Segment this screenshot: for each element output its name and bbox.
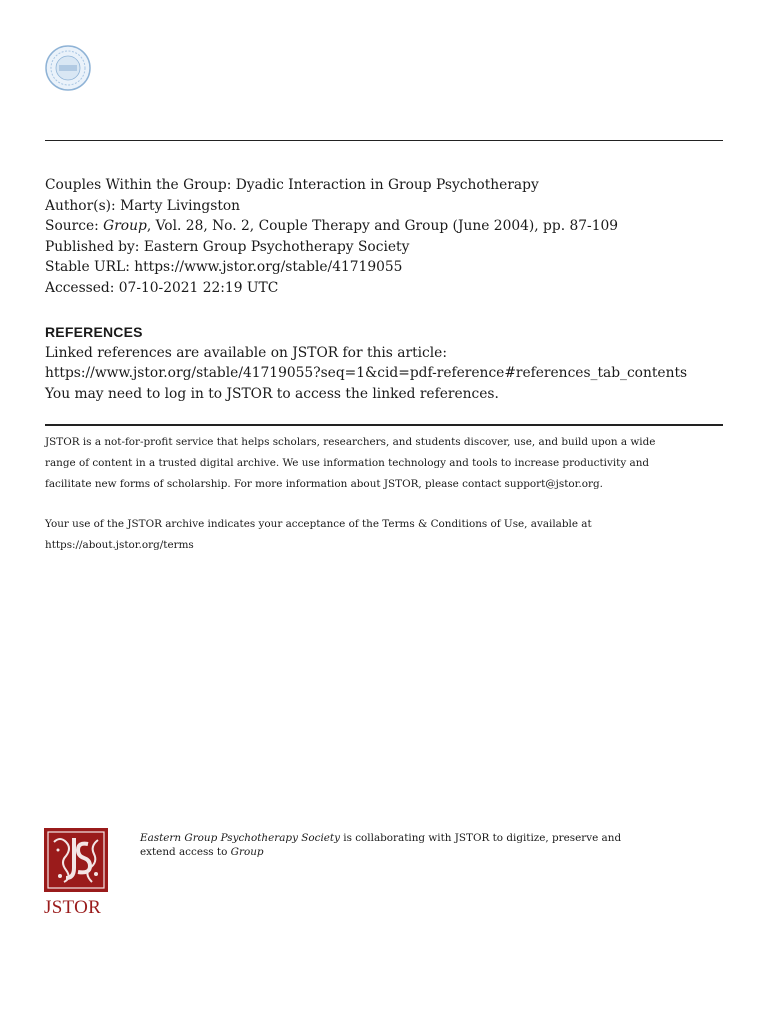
terms-notice: Your use of the JSTOR archive indicates your acceptance of the Terms & Conditions of Use, available at https://about.jstor.org/terms (45, 514, 725, 556)
author-name: Marty Livingston (120, 197, 241, 214)
stable-url-line: Stable URL: https://www.jstor.org/stable/41719055 (45, 259, 403, 275)
section-divider (45, 424, 723, 426)
references-link[interactable]: https://www.jstor.org/stable/41719055?seq=1&cid=pdf-reference#references_tab_contents (45, 365, 688, 381)
egps-seal-icon (44, 44, 92, 92)
jstor-notice: JSTOR is a not-for-profit service that helps scholars, researchers, and students discover, use, and build upon a wide range of content in a trusted digital archive. We use information technology and tools to increase productivity and facilitate new forms of scholarship. For more information about JSTOR, please contact support@jstor.org. (45, 436, 656, 490)
references-intro: Linked references are available on JSTOR for this article: (45, 344, 447, 361)
citation-block (45, 175, 745, 298)
references-heading: REFERENCES (45, 324, 143, 340)
references-login-note: You may need to log in to JSTOR to access the linked references. (45, 385, 499, 402)
society-name: Eastern Group Psychotherapy Society (140, 832, 340, 844)
terms-link[interactable]: https://about.jstor.org/terms (45, 538, 194, 551)
collaboration-note: Eastern Group Psychotherapy Society is collaborating with JSTOR to digitize, preserve and extend access to Group (140, 832, 622, 858)
stable-url-link[interactable]: https://www.jstor.org/stable/41719055 (134, 259, 403, 275)
source-line: Source: Group, Vol. 28, No. 2, Couple Therapy and Group (June 2004), pp. 87-109 (45, 218, 619, 234)
author-line: Author(s): Marty Livingston (45, 197, 241, 214)
article-title: Couples Within the Group: Dyadic Interaction in Group Psychotherapy (45, 177, 539, 193)
jstor-logo-icon (44, 828, 108, 892)
journal-name-footer: Group (230, 845, 264, 858)
references-block (45, 322, 745, 404)
header-divider (45, 140, 723, 141)
jstor-wordmark: JSTOR (44, 897, 102, 918)
publisher-line: Published by: Eastern Group Psychotherapy Society (45, 238, 410, 255)
journal-name: Group (103, 218, 147, 234)
accessed-line: Accessed: 07-10-2021 22:19 UTC (45, 279, 279, 296)
